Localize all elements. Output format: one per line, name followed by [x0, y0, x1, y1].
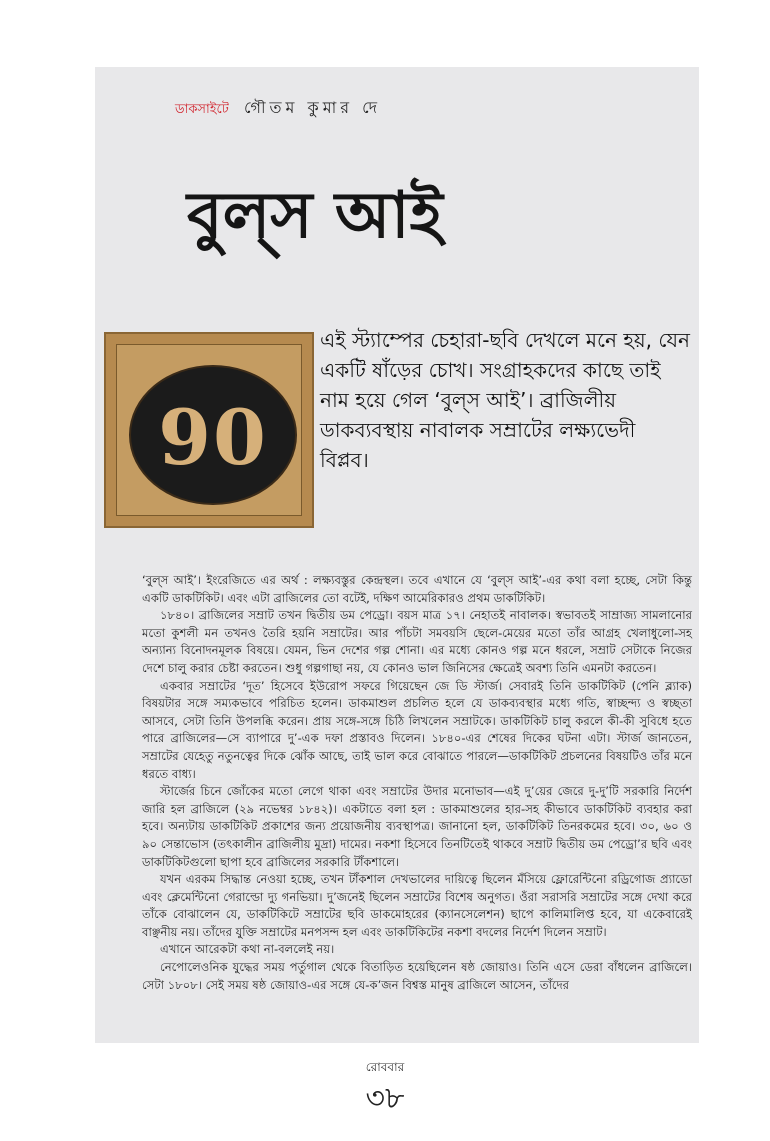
- headline: বুল্‌স আই: [187, 178, 443, 253]
- body-paragraph: একবার সম্রাটের ‘দূত’ হিসেবে ইউরোপ সফরে গিয়েছেন জে ডি স্টার্জ। সেবারই তিনি ডাকটিকিট (পেনি ব্ল্যাক) বিষয়টার সঙ্গে সম্যকভাবে পরিচিত হলেন। ডাকমাশুল প্রচলিত হলে যে ডাকব্যবস্থার মধ্যে গতি, স্বাচ্ছন্দ্য ও স্বচ্ছতা আসবে, সেটা তিনি উপলব্ধি করেন। প্রায় সঙ্গে-সঙ্গে চিঠি লিখলেন সম্রাটকে। ডাকটিকিট চালু করলে কী-কী সুবিধে হতে পারে ব্রাজিলের—সে ব্যাপারে দু’-এক দফা প্রস্তাবও দিলেন। ১৮৪০-এর শেষের দিকের ঘটনা এটা। স্টার্জ জানতেন, সম্রাটের যেহেতু নতুনত্বের দিকে ঝোঁক আছে, তাই ভাল করে বোঝাতে পারলে—ডাকটিকিট প্রচলনের বিষয়টিও তাঁর মনে ধরতে বাধ্য।: [142, 678, 692, 781]
- folio-label: রোববার: [365, 1060, 405, 1074]
- bulls-eye-stamp-image: [104, 332, 314, 528]
- body-paragraph: ‘বুল্‌স আই’। ইংরেজিতে এর অর্থ : লক্ষ্যবস্তুর কেন্দ্রস্থল। তবে এখানে যে ‘বুল্‌স আই’-এর কথা বলা হচ্ছে, সেটা কিন্তু একটি ডাকটিকিট। এবং এটা ব্রাজিলের তো বটেই, দক্ষিণ আমেরিকারও প্রথম ডাকটিকিট।: [142, 573, 692, 605]
- article-panel: [95, 67, 699, 1043]
- body-paragraph: নেপোলেওনিক যুদ্ধের সময় পর্তুগাল থেকে বিতাড়িত হয়েছিলেন ষষ্ঠ জোয়াও। তিনি এসে ডেরা বাঁধলেন ব্রাজিলে। সেটা ১৮০৮। সেই সময় ষষ্ঠ জোয়াও-এর সঙ্গে যে-ক’জন বিশ্বস্ত মানুষ ব্রাজিলে আসেন, তাঁদের: [142, 960, 692, 992]
- body-paragraph: এখানে আরেকটা কথা না-বললেই নয়।: [160, 942, 335, 957]
- section-label: ডাকসাইটে: [175, 102, 229, 117]
- stamp-value: 90: [158, 393, 268, 482]
- body-paragraph: যখন এরকম সিদ্ধান্ত নেওয়া হচ্ছে, তখন টাঁকশাল দেখভালের দায়িত্বে ছিলেন মঁসিয়ে ফ্লোরেন্টিনো রড্রিগোজ প্র্যাডো এবং ক্লেমেন্টিনো গেরাল্ডো দ্যু গনভিয়া। দু’জনেই ছিলেন সম্রাটের বিশেষ অনুগত। ওঁরা সরাসরি সম্রাটের সঙ্গে দেখা করে তাঁকে বোঝালেন যে, ডাকটিকিটে সম্রাটের ছবি ডাকমোহরের (ক্যানসেলেশন) ছাপে কালিমালিপ্ত হবে, যা একেবারেই বাঞ্ছনীয় নয়। তাঁদের যুক্তি সম্রাটের মনপসন্দ হল এবং ডাকটিকিটের নকশা বদলের নির্দেশ দিলেন সম্রাট।: [142, 872, 692, 939]
- body-paragraph: স্টার্জের চিনে জোঁকের মতো লেগে থাকা এবং সম্রাটের উদার মনোভাব—এই দু’য়ের জেরে দু-দু’টি সরকারি নির্দেশ জারি হল ব্রাজিলে (২৯ নভেম্বর ১৮৪২)। একটাতে বলা হল : ডাকমাশুলের হার-সহ কীভাবে ডাকটিকিট ব্যবহার করা হবে। অন্যটায় ডাকটিকিট প্রকাশের জন্য প্রয়োজনীয় ব্যবস্থাপত্র। জানানো হল, ডাকটিকিট তিনরকমের হবে। ৩০, ৬০ ও ৯০ সেন্তাভোস (তৎকালীন ব্রাজিলীয় মুদ্রা) দামের। নকশা হিসেবে তিনটিতেই থাকবে সম্রাট দ্বিতীয় ডম পেড্রো’র ছবি এবং ডাকটিকিটগুলো ছাপা হবে ব্রাজিলের সরকারি টাঁকশালে।: [142, 784, 692, 869]
- lede-text: এই স্ট্যাম্পের চেহারা-ছবি দেখলে মনে হয়, যেন একটি ষাঁড়ের চোখ। সংগ্রাহকদের কাছে তাই নাম হয়ে গেল ‘বুল্‌স আই’। ব্রাজিলীয় ডাকব্যবস্থায় নাবালক সম্রাটের লক্ষ্যভেদী বিপ্লব।: [320, 328, 690, 472]
- byline: [175, 95, 381, 122]
- article-body: [142, 572, 692, 994]
- body-paragraph: ১৮৪০। ব্রাজিলের সম্রাট তখন দ্বিতীয় ডম পেড্রো। বয়স মাত্র ১৭। নেহাতই নাবালক। স্বভাবতই সাম্রাজ্য সামলানোর মতো কুশলী মন তখনও তৈরি হয়নি সম্রাটের। আর পাঁচটা সমবয়সি ছেলে-মেয়ের মতো তাঁর আগ্রহ খেলাধুলো-সহ অন্যান্য বিনোদনমূলক বিষয়ে। যেমন, ভিন দেশের গল্প শোনা। এর মধ্যে কোনও গল্প মনে ধরলে, সম্রাট সেটাকে নিজের দেশে চালু করার চেষ্টা করতেন। শুধু গল্পগাছা নয়, যে কোনও ভাল জিনিসের ক্ষেত্রেই অবশ্য তিনি এমনটা করতেন।: [142, 608, 692, 675]
- page-number: ৩৮: [365, 1081, 405, 1116]
- author-name: গৌতম কুমার দে: [243, 98, 382, 117]
- stamp-frame: [116, 344, 302, 516]
- stamp-oval: [129, 365, 297, 505]
